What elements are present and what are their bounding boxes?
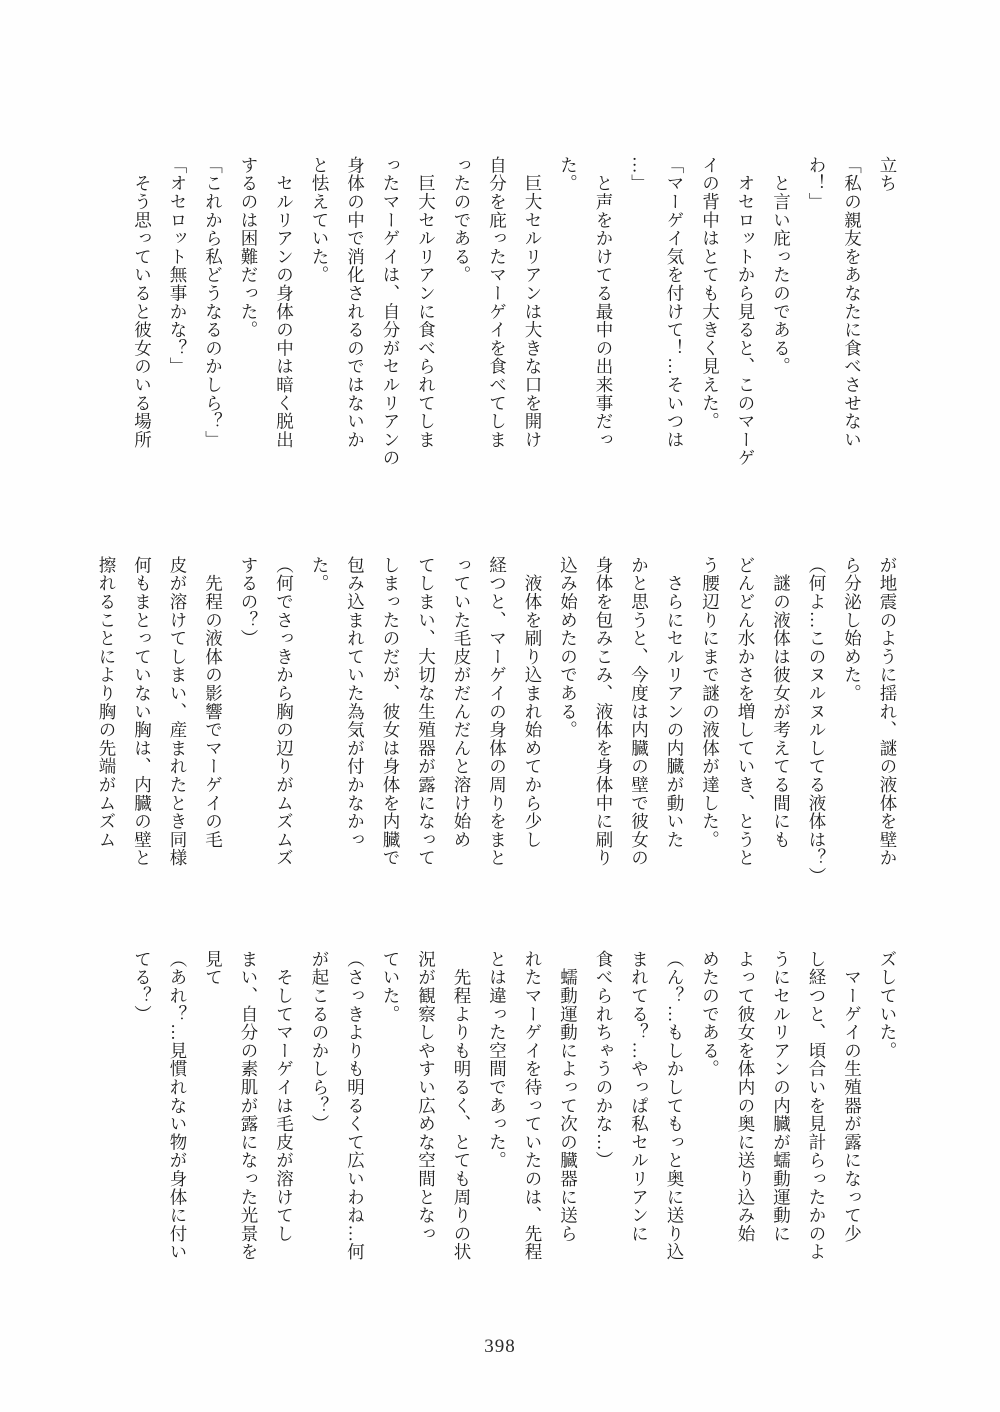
text-column: とは違った空間であった。 [487, 950, 508, 1170]
text-column: まい、自分の素肌が露になった光景を [239, 950, 259, 1262]
text-column: 謎の液体は彼女が考えてる間にも [771, 556, 792, 849]
text-column: そう思っていると彼女のいる場所 [132, 156, 153, 449]
text-column: さらにセルリアンの内臓が動いた [665, 556, 685, 849]
text-column: イの背中はとても大きく見えた。 [700, 156, 721, 431]
text-column: 何もまとっていない胸は、内臓の壁と [132, 556, 153, 868]
text-column: 先程よりも明るく、とても周りの状 [452, 950, 472, 1262]
text-column: っていた毛皮がだんだんと溶け始め [452, 556, 472, 849]
text-column: まれてる？…やっぱ私セルリアンに [629, 950, 650, 1243]
text-column: よって彼女を体内の奥に送り込み始 [736, 950, 756, 1243]
text-column: するのは困難だった。 [239, 156, 259, 339]
text-column: （あれ？…見慣れない物が身体に付い [168, 950, 188, 1262]
text-column: 況が観察しやすい広めな空間となっ [416, 950, 437, 1243]
text-column: 巨大セルリアンは大きな口を開け [523, 156, 543, 449]
text-column: 「マーゲイ気を付けて！…そいつは [665, 156, 685, 449]
text-column: れたマーゲイを待っていたのは、先程 [523, 950, 543, 1262]
page-number: 398 [484, 1336, 516, 1357]
text-column: 皮が溶けてしまい、産まれたとき同様 [168, 556, 188, 868]
text-column: と怯えていた。 [310, 156, 330, 285]
text-column: ったマーゲイは、自分がセルリアンの [381, 156, 401, 468]
text-column: 液体を刷り込まれ始めてから少し [523, 556, 543, 849]
text-column: （何でさっきから胸の辺りがムズムズ [274, 556, 295, 868]
text-column: マーゲイの生殖器が露になって少 [842, 950, 863, 1243]
text-column: ていた。 [381, 950, 401, 1024]
text-column: …」 [629, 156, 650, 193]
text-column: （さっきよりも明るくて広いわね…何 [345, 950, 366, 1262]
text-column: 巨大セルリアンに食べられてしま [416, 156, 437, 449]
text-column: 「オセロット無事かな？」 [168, 156, 188, 376]
text-column: し経つと、頃合いを見計らったかのよ [807, 950, 827, 1262]
text-column: と言い庇ったのである。 [771, 156, 792, 376]
text-column: が起こるのかしら？） [310, 950, 330, 1133]
text-column: 自分を庇ったマーゲイを食べてしま [487, 156, 508, 449]
text-column: た。 [310, 556, 330, 593]
text-column: 込み始めたのである。 [558, 556, 579, 739]
text-column: てしまい、大切な生殖器が露になって [416, 556, 437, 868]
text-column: わ！」 [807, 156, 827, 211]
text-column: う腰辺りにまで謎の液体が達した。 [700, 556, 721, 849]
text-column: 蠕動運動によって次の臓器に送ら [558, 950, 579, 1243]
text-column: （ん？…もしかしてもっと奥に送り込 [665, 950, 685, 1262]
text-block-bottom [85, 950, 905, 1306]
text-column: 経つと、マーゲイの身体の周りをまと [487, 556, 508, 868]
text-column: 「私の親友をあなたに食べさせない [842, 156, 863, 449]
text-block-middle [85, 556, 905, 912]
text-column: 食べられちゃうのかな…） [594, 950, 614, 1170]
text-column: 先程の液体の影響でマーゲイの毛 [203, 556, 224, 849]
text-column: ズしていた。 [878, 950, 898, 1060]
text-column: めたのである。 [700, 950, 721, 1079]
text-column: するの？） [239, 556, 259, 648]
text-column: 「これから私どうなるのかしら？」 [203, 156, 224, 449]
text-column: ったのである。 [452, 156, 472, 285]
text-column: かと思うと、今度は内臓の壁で彼女の [629, 556, 650, 868]
text-column: そしてマーゲイは毛皮が溶けてし [274, 950, 295, 1243]
text-column: （何よ…このヌルヌルしてる液体は？） [807, 556, 827, 886]
text-block-top [85, 156, 905, 512]
text-column: と声をかけてる最中の出来事だっ [594, 156, 614, 449]
text-column: 見て [203, 950, 224, 987]
text-column: セルリアンの身体の中は暗く脱出 [274, 156, 295, 449]
text-column: た。 [558, 156, 579, 193]
text-column: 身体の中で消化されるのではないか [345, 156, 366, 449]
text-column: 擦れることにより胸の先端がムズム [97, 556, 117, 849]
text-column: が地震のように揺れ、謎の液体を壁か [878, 556, 898, 868]
text-column: オセロットから見ると、このマーゲ [736, 156, 756, 468]
text-column: 身体を包みこみ、液体を身体中に刷り [594, 556, 614, 868]
text-column: しまったのだが、彼女は身体を内臓で [381, 556, 401, 868]
text-column: 包み込まれていた為気が付かなかっ [345, 556, 366, 849]
text-column: うにセルリアンの内臓が蠕動運動に [771, 950, 792, 1243]
text-column: 立ち [878, 156, 898, 193]
text-column: ら分泌し始めた。 [842, 556, 863, 703]
text-column: どんどん水かさを増していき、とうと [736, 556, 756, 868]
text-column: てる？） [132, 950, 153, 1024]
